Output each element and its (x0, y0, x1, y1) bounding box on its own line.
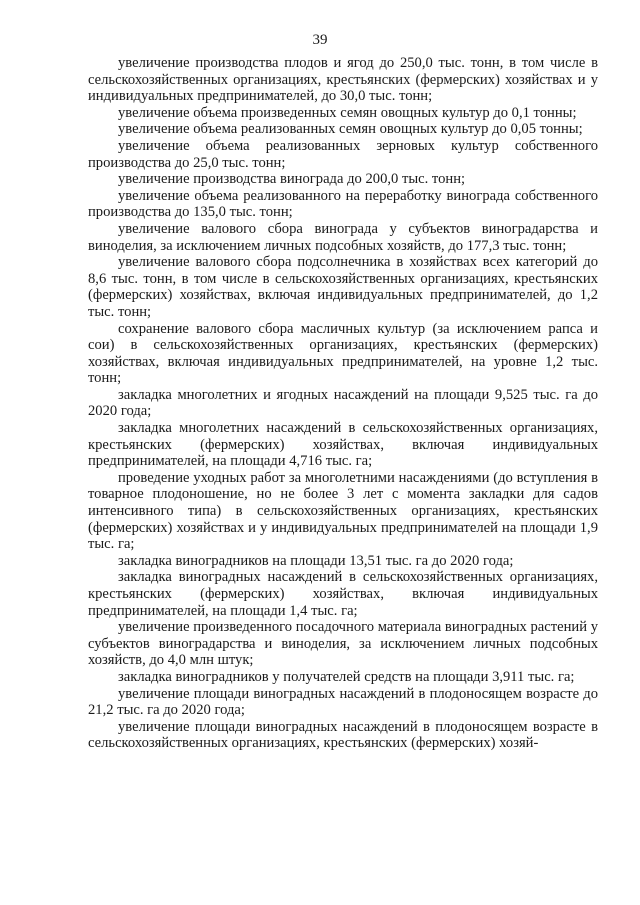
paragraph-fruiting-vineyards-farms: увеличение площади виноградных насаждений в плодоносящем возрасте в сельскохозяйственных организациях, крестьянских (фермерских) хозяй- (88, 718, 598, 752)
paragraph-sunflower-harvest: увеличение валового сбора подсолнечника в хозяйствах всех категорий до 8,6 тыс. тонн, в том числе в сельскохозяйственных организациях, крестьянских (фермерских) хозяйствах, включая индивидуальных предпринимателей, до 1,2 тыс. тонн; (88, 254, 598, 320)
paragraph-perennial-maintenance: проведение уходных работ за многолетними насаждениями (до вступления в товарное плодоношение, но не более 3 лет с момента закладки для садов интенсивного типа) в сельскохозяйственных организациях, крестьянских (фермерских) хозяйствах и у индивидуальных предпринимателей на площади 1,9 тыс. га; (88, 469, 598, 553)
paragraph-vineyard-planting: закладка виноградников на площади 13,51 тыс. га до 2020 года; (118, 552, 514, 569)
paragraph-vine-seedlings: увеличение произведенного посадочного материала виноградных растений у субъектов виноградарства и виноделия, за исключением личных подсобных хозяйств, до 4,0 млн штук; (88, 619, 598, 669)
paragraph-vegetable-seeds-produced: увеличение объема произведенных семян овощных культур до 0,1 тонны; (118, 104, 577, 121)
page-number: 39 (312, 32, 328, 48)
paragraph-vineyard-recipients: закладка виноградников у получателей средств на площади 3,911 тыс. га; (118, 668, 575, 685)
paragraph-oilseed-harvest: сохранение валового сбора масличных культур (за исключением рапса и сои) в сельскохозяйственных организациях, крестьянских (фермерских) хозяйствах, включая индивидуальных предпринимателей, на уровне 1,2 тыс. тонн; (88, 320, 598, 387)
paragraph-perennial-planting: закладка многолетних и ягодных насаждений на площади 9,525 тыс. га до 2020 года; (88, 386, 598, 420)
paragraph-perennial-planting-farms: закладка многолетних насаждений в сельскохозяйственных организациях, крестьянских (фермерских) хозяйствах, включая индивидуальных предпринимателей, на площади 4,716 тыс. га; (88, 420, 598, 470)
paragraph-grape-processing: увеличение объема реализованного на переработку винограда собственного производства до 135,0 тыс. тонн; (88, 187, 598, 221)
paragraph-grape-production: увеличение производства винограда до 200,0 тыс. тонн; (118, 171, 466, 188)
paragraph-fruit-production: увеличение производства плодов и ягод до 250,0 тыс. тонн, в том числе в сельскохозяйственных организациях, крестьянских (фермерских) хозяйствах и у индивидуальных предпринимателей, до 30,0 тыс. тонн; (88, 55, 598, 105)
paragraph-vegetable-seeds-sold: увеличение объема реализованных семян овощных культур до 0,05 тонны; (118, 121, 583, 138)
paragraph-vineyard-planting-farms: закладка виноградных насаждений в сельскохозяйственных организациях, крестьянских (фермерских) хозяйствах, включая индивидуальных предпринимателей, на площади 1,4 тыс. га; (88, 569, 598, 619)
document-body (88, 55, 598, 752)
paragraph-grain-sold: увеличение объема реализованных зерновых культур собственного производства до 25,0 тыс. тонн; (88, 137, 598, 171)
paragraph-grape-harvest: увеличение валового сбора винограда у субъектов виноградарства и виноделия, за исключением личных подсобных хозяйств, до 177,3 тыс. тонн; (88, 220, 598, 254)
paragraph-fruiting-vineyards: увеличение площади виноградных насаждений в плодоносящем возрасте до 21,2 тыс. га до 2020 года; (88, 685, 598, 719)
